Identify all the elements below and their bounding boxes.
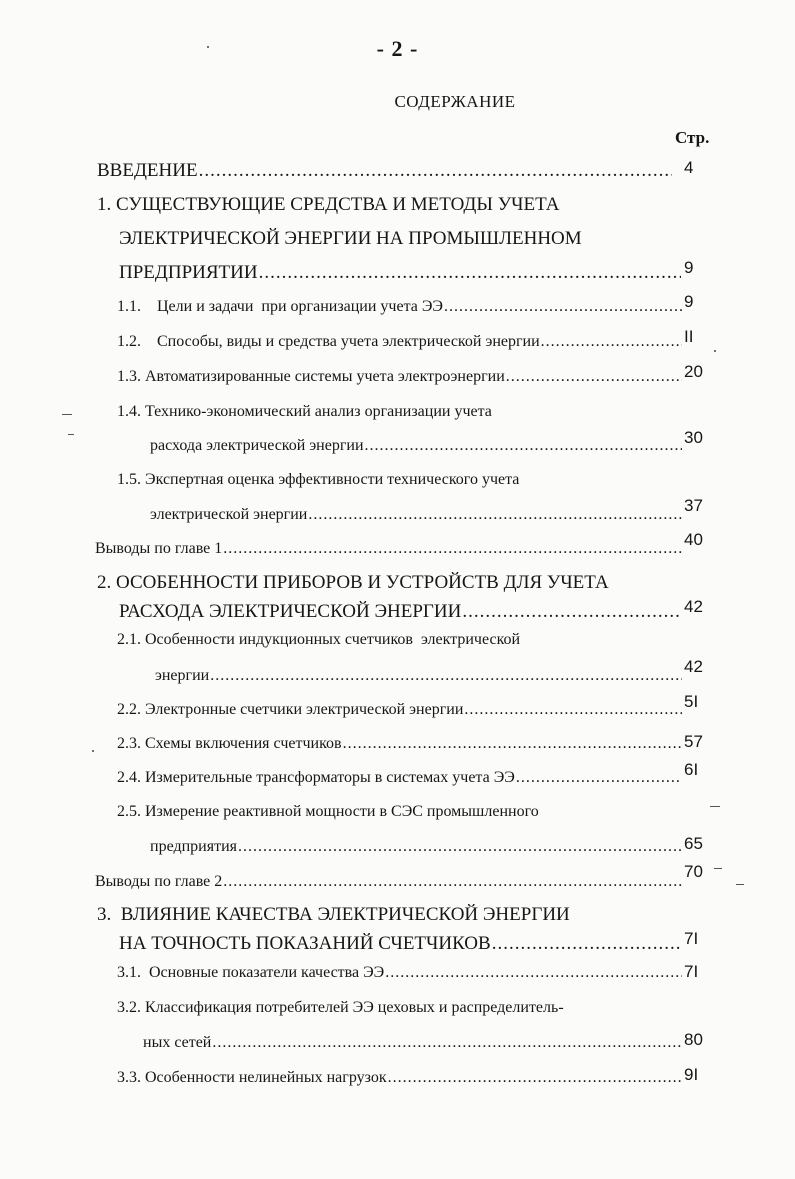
scan-mark (736, 884, 744, 885)
toc-entry-text: ЭЛЕКТРИЧЕСКОЙ ЭНЕРГИИ НА ПРОМЫШЛЕННОМ (119, 228, 582, 249)
leader-dots (210, 667, 682, 685)
toc-entry[interactable] (117, 701, 682, 719)
toc-entry-text: электрической энергии (150, 506, 308, 523)
scan-mark (710, 806, 720, 807)
toc-entry-text: 2.1. Особенности индукционных счетчиков электрической (117, 631, 521, 648)
toc-entry-text: 1.3. Автоматизированные системы учета электроэнергии (117, 368, 505, 385)
toc-entry[interactable] (117, 403, 682, 421)
toc-entry-text: 1.4. Технико-экономический анализ организации учета (117, 403, 492, 420)
leader-dots (308, 506, 682, 524)
toc-entry[interactable] (119, 933, 681, 955)
scan-speck (207, 46, 209, 48)
scan-mark (714, 868, 722, 869)
toc-entry-text: ных сетей (143, 1034, 212, 1051)
toc-entry[interactable] (117, 631, 682, 649)
toc-entry-text: 1.2. Способы, виды и средства учета электрической энергии (117, 333, 540, 350)
toc-entry-text: Выводы по главе 1 (95, 540, 223, 557)
toc-entry-text: 1. СУЩЕСТВУЮЩИЕ СРЕДСТВА И МЕТОДЫ УЧЕТА (97, 194, 560, 215)
toc-entry-text: 3.1. Основные показатели качества ЭЭ (117, 964, 385, 981)
leader-dots (388, 1069, 682, 1087)
toc-entry-text: 2.3. Схемы включения счетчиков (117, 735, 342, 752)
toc-entry-page: 9 (684, 258, 694, 277)
toc-chapter-heading[interactable] (97, 194, 697, 216)
toc-entry-text: Выводы по главе 2 (95, 873, 223, 890)
toc-entry-text: 2. ОСОБЕННОСТИ ПРИБОРОВ И УСТРОЙСТВ ДЛЯ УЧЕТА (97, 572, 609, 593)
leader-dots (464, 701, 682, 719)
leader-dots (223, 540, 682, 558)
toc-entry[interactable] (117, 999, 697, 1017)
toc-entry-text: НА ТОЧНОСТЬ ПОКАЗАНИЙ СЧЕТЧИКОВ (119, 933, 491, 954)
toc-entry[interactable] (117, 298, 682, 316)
toc-entry-page: 42 (684, 597, 703, 616)
leader-dots (223, 873, 682, 891)
leader-dots (516, 769, 682, 787)
toc-entry-text: энергии (155, 667, 210, 684)
toc-entry-text: 3. ВЛИЯНИЕ КАЧЕСТВА ЭЛЕКТРИЧЕСКОЙ ЭНЕРГИИ (97, 904, 570, 925)
toc-entry[interactable] (150, 437, 682, 455)
scan-mark (62, 414, 72, 415)
leader-dots (343, 735, 682, 753)
leader-dots (444, 298, 682, 316)
toc-entry-page: 20 (684, 362, 703, 381)
toc-chapter-heading[interactable] (119, 228, 699, 250)
toc-entry-page: 65 (684, 834, 703, 853)
toc-entry[interactable] (143, 1034, 682, 1052)
leader-dots (259, 262, 681, 284)
leader-dots (199, 160, 672, 182)
toc-entry[interactable] (117, 1069, 682, 1087)
toc-entry[interactable] (117, 803, 682, 821)
toc-entry-page: 37 (684, 496, 703, 515)
toc-title: СОДЕРЖАНИЕ (394, 92, 516, 111)
leader-dots (506, 368, 682, 386)
toc-entry[interactable] (117, 735, 682, 753)
toc-entry-page: 40 (684, 530, 703, 549)
toc-entry[interactable] (119, 262, 681, 284)
page-number: - 2 - (376, 36, 419, 61)
toc-entry[interactable] (150, 506, 682, 524)
toc-entry-text: 1.5. Экспертная оценка эффективности технического учета (117, 471, 520, 488)
toc-entry-page: 30 (684, 428, 703, 447)
toc-entry-page: 5I (684, 692, 699, 711)
toc-entry-page: 6I (684, 760, 699, 779)
toc-entry-page: 42 (684, 657, 703, 676)
toc-entry[interactable] (117, 368, 682, 386)
toc-entry-text: 3.2. Классификация потребителей ЭЭ цеховых и распределитель- (117, 999, 564, 1016)
toc-entry-text: 1.1. Цели и задачи при организации учета ЭЭ (117, 298, 443, 315)
toc-entry-text: 2.4. Измерительные трансформаторы в системах учета ЭЭ (117, 769, 515, 786)
scan-mark (68, 434, 74, 435)
leader-dots (462, 601, 681, 623)
leader-dots (385, 964, 682, 982)
toc-entry-text: 2.2. Электронные счетчики электрической энергии (117, 701, 464, 718)
toc-entry-page: 7I (684, 962, 699, 981)
toc-entry[interactable] (97, 160, 672, 182)
toc-entry-page: 9I (684, 1065, 699, 1084)
toc-entry[interactable] (95, 540, 682, 558)
leader-dots (492, 933, 681, 955)
toc-chapter-heading[interactable] (97, 904, 697, 926)
toc-entry-text: предприятия (150, 838, 237, 855)
toc-entry-text: расхода электрической энергии (150, 437, 364, 454)
toc-entry[interactable] (150, 838, 682, 856)
leader-dots (365, 437, 682, 455)
toc-entry[interactable] (117, 471, 682, 489)
toc-entry-page: 4 (684, 158, 694, 177)
toc-chapter-heading[interactable] (97, 572, 697, 594)
toc-entry-page: 57 (684, 732, 703, 751)
leader-dots (238, 838, 682, 856)
toc-entry[interactable] (155, 667, 682, 685)
scan-speck (92, 750, 94, 752)
leader-dots (541, 333, 682, 351)
scan-speck (714, 350, 716, 352)
toc-entry[interactable] (117, 333, 682, 351)
toc-entry[interactable] (95, 873, 682, 891)
toc-entry-text: ВВЕДЕНИЕ (97, 160, 198, 181)
toc-entry-page: 80 (684, 1030, 703, 1049)
leader-dots (212, 1034, 682, 1052)
page-column-label: Стр. (675, 128, 710, 147)
toc-entry-text: 3.3. Особенности нелинейных нагрузок (117, 1069, 387, 1086)
toc-entry[interactable] (117, 769, 682, 787)
toc-entry-page: 9 (684, 292, 694, 311)
toc-entry-page: 70 (684, 862, 703, 881)
toc-entry[interactable] (119, 601, 681, 623)
toc-entry-page: II (684, 327, 694, 346)
toc-entry[interactable] (117, 964, 682, 982)
toc-entry-text: ПРЕДПРИЯТИИ (119, 262, 258, 283)
toc-entry-page: 7I (684, 929, 699, 948)
toc-entry-text: 2.5. Измерение реактивной мощности в СЭС промышленного (117, 803, 539, 820)
toc-entry-text: РАСХОДА ЭЛЕКТРИЧЕСКОЙ ЭНЕРГИИ (119, 601, 462, 622)
